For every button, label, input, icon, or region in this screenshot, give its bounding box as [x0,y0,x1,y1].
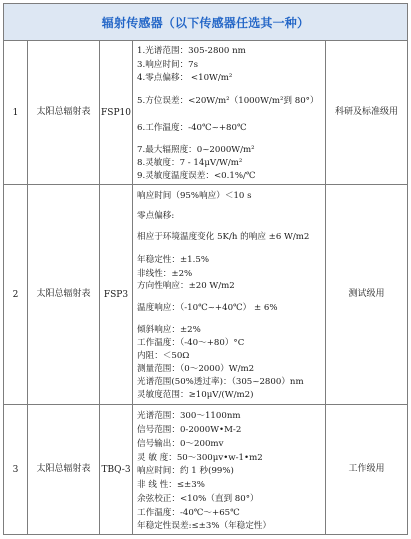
table-row [4,185,407,405]
row-number: 3 [4,405,28,534]
spec-line: 相应于环境温度变化 5K/h 的响应 ±6 W/m2 [137,232,310,242]
spec-line: 内阻：＜50Ω [137,351,190,361]
spec-line: 3.响应时间：7s [137,60,199,70]
spec-line: 温度响应：（-10℃~+40℃） ± 6% [137,303,278,313]
spec-line: 1.光谱范围：305-2800 nm [137,46,246,56]
spec-line: 响应时间：约 1 秒(99%) [137,466,234,476]
spec-line: 年稳定性：±1.5% [137,255,210,265]
spec-line: 光谱范围：300～1100nm [137,411,241,421]
spec-line: 7.最大辐照度：0~2000W/m² [137,145,255,155]
spec-list [133,405,326,534]
usage-grade: 科研及标准级用 [334,107,398,117]
spec-line: 信号输出：0～200mv [137,439,224,449]
spec-line: 5.方位误差：<20W/m²（1000W/m²到 80°） [137,96,319,106]
spec-line: 6.工作温度：-40℃~+80℃ [137,123,247,133]
spec-line: 零点偏移: [137,211,175,221]
spec-line: 灵敏度范围：≥10μV/(W/m2) [137,390,254,400]
table-row [4,405,407,534]
spec-line: 方向性响应：±20 W/m2 [137,281,235,291]
spec-line: 光谱范围(50%透过率)：（305~2800）nm [137,377,304,387]
usage-grade: 工作级用 [348,464,385,474]
sensor-name: 太阳总辐射表 [28,405,100,534]
usage-grade: 测试级用 [348,289,385,299]
spec-line: 余弦校正：<10%（直到 80°） [137,494,259,504]
sensor-model: TBQ-3 [100,405,133,534]
table-row [4,41,407,185]
spec-line: 非 线 性：≤±3% [137,480,205,490]
row-number: 1 [4,41,28,184]
spec-line: 年稳定性误差:≤±3%（年稳定性） [137,521,272,531]
spec-line: 倾斜响应：±2% [137,325,201,335]
spec-line: 9.灵敏度温度误差：<0.1%/℃ [137,171,256,181]
spec-list [133,185,326,404]
spec-line: 测量范围：（0～2000）W/m2 [137,364,255,374]
spec-line: 4.零点偏移： <10W/m² [137,73,233,83]
row-number: 2 [4,185,28,404]
sensor-name: 太阳总辐射表 [28,185,100,404]
spec-list [133,41,326,184]
sensor-model: FSP10 [100,41,133,184]
spec-line: 灵 敏 度：50～300μv•w-1•m2 [137,453,263,463]
spec-line: 8.灵敏度：7 - 14μV/W/m² [137,158,243,168]
spec-line: 工作温度：-40℃～+65℃ [137,508,240,518]
spec-line: 非线性：±2% [137,269,193,279]
spec-line: 工作温度：（-40～+80）°C [137,338,245,348]
spec-line: 信号范围：0-2000W•M-2 [137,425,242,435]
sensor-model: FSP3 [100,185,133,404]
table-title: 辐射传感器（以下传感器任选其一种） [101,15,310,30]
sensor-name: 太阳总辐射表 [28,41,100,184]
spec-table [3,3,408,535]
spec-line: 响应时间（95%响应）＜10 s [137,191,252,201]
table-header [4,4,407,41]
